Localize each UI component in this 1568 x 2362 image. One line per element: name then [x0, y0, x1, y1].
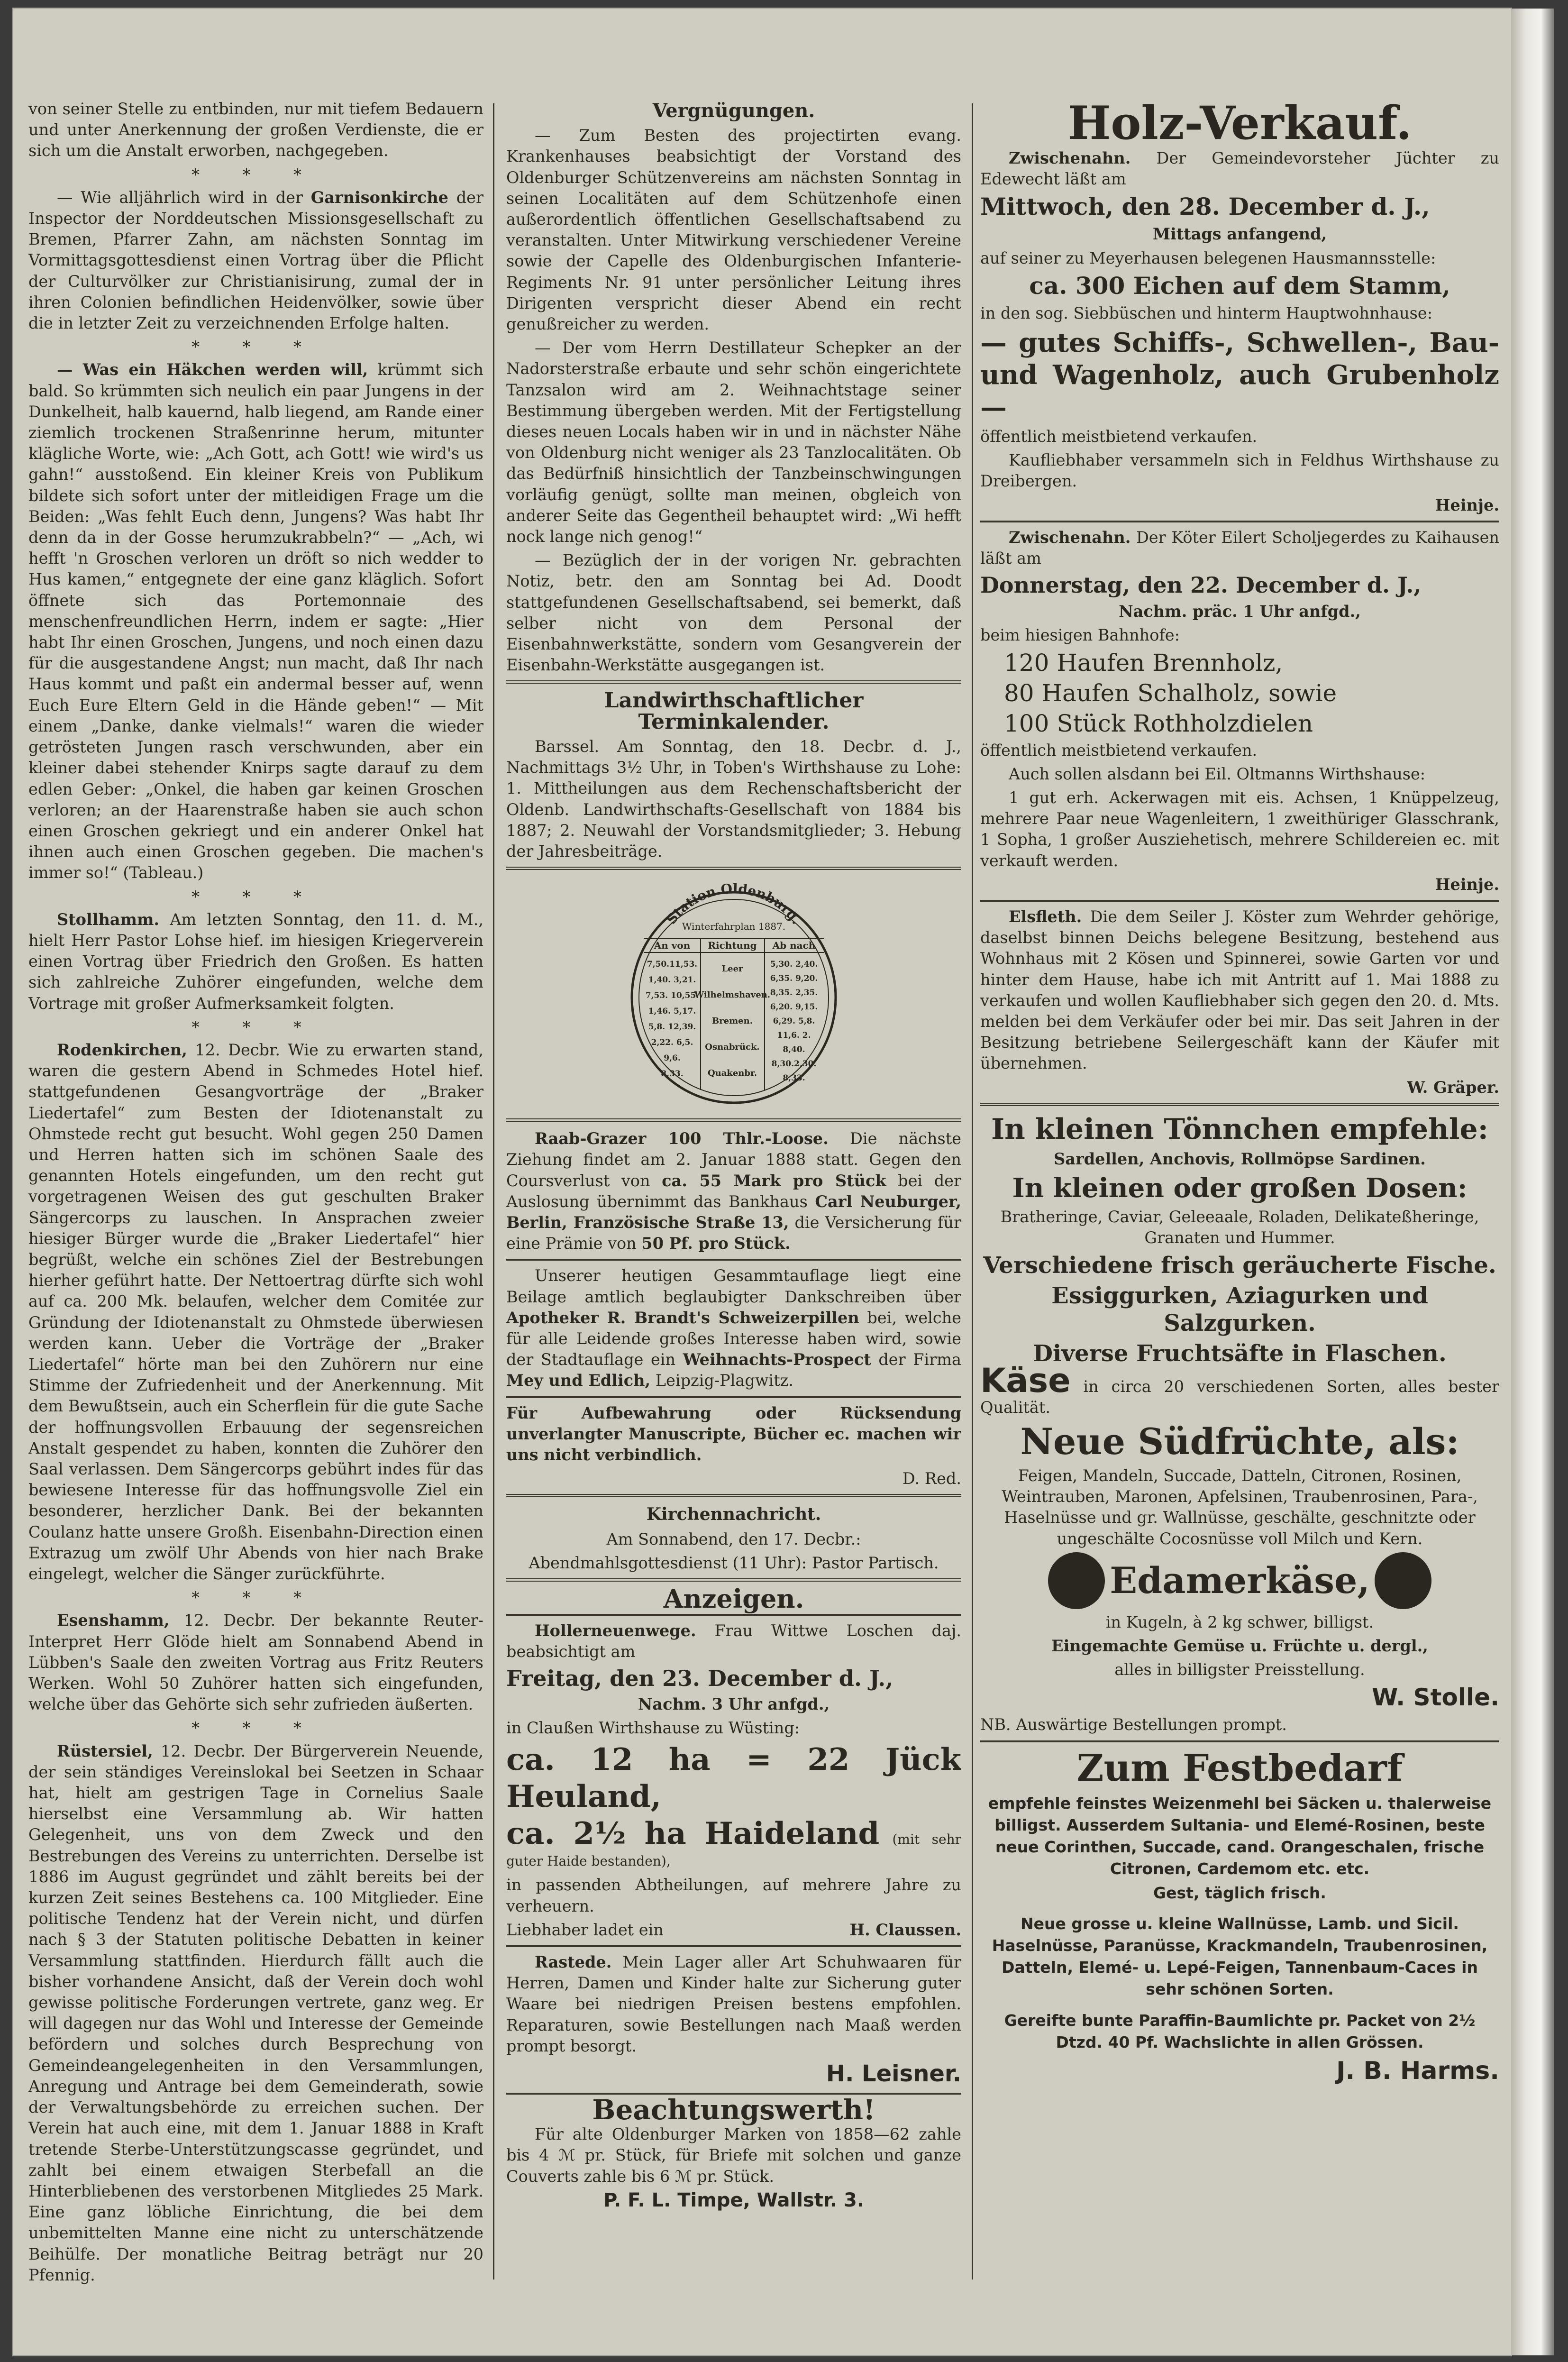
ad-hollerneuenwege-haideland: ca. 2½ ha Haideland (mit sehr guter Haide bestanden),: [506, 1815, 961, 1869]
ad-zwischenahn2-date: Donnerstag, den 22. December d. J.,: [980, 572, 1422, 598]
edamer-cheese-icon: [1048, 1552, 1105, 1609]
ad-holzverkauf-heading: Holz-Verkauf.: [1067, 99, 1412, 150]
ad-zwischenahn2-item-1: 120 Haufen Brennholz,: [1004, 649, 1283, 677]
seal-subtitle: Winterfahrplan 1887.: [682, 921, 786, 933]
ad-stolle-line-5: Eingemachte Gemüse u. Früchte u. dergl.,: [1051, 1636, 1428, 1655]
ad-zwischenahn2-item-3: 100 Stück Rothholzdielen: [1004, 709, 1313, 737]
ad-festbedarf-sign: J. B. Harms.: [1336, 2056, 1499, 2085]
seal-departures: [770, 960, 818, 1083]
seal-title: Station Oldenburg.: [663, 880, 804, 927]
section-heading-vergnuegungen: Vergnügungen.: [652, 100, 815, 122]
ad-stolle-line-6: alles in billigster Preisstellung.: [1114, 1660, 1365, 1679]
ad-stolle-sign: W. Stolle.: [1372, 1684, 1499, 1712]
article-rodenkirchen: Rodenkirchen, 12. Decbr. Wie zu erwarten stand, waren die gestern Abend in Schmedes Hotel hief. stattgefundenen Gesangvorträge der „Braker Liedertafel“ zum Besten der Idiotenanstalt zu Ohmstede recht gut besucht. Wohl gegen 250 Damen und Herren hatten sich im schönen Saale des genannten Hotels eingefunden, um den recht gut vorgetragenen Weisen des gut geschulten Braker Sängercorps zu lauschen. In Ansprachen zweier hiesiger Bürger wurde die „Braker Liedertafel“ hier begrüßt, welche ein schönes Ziel der Bestrebungen hierher geführt hatte. Der Nettoertrag dürfte sich wohl auf ca. 200 Mk. belaufen, welcher dem Comitée zur Gründung der Idiotenanstalt zu Ohmstede überwiesen werden kann. Ueber die Vorträge der „Braker Liedertafel“ hörte man bei den Zuhörern nur eine Stimme der Zufriedenheit und der Anerkennung. Mit dem Bewußtsein, auch ein Scherflein für die gute Sache der hoffnungsvollen Erbauung der segensreichen Anstalt gespendet zu haben, konnten die Zuhörer den Saal verlassen. Dem Sängercorps gebührt indes für das bewiesene Interesse für das hoffnungsvolle Ziel ein besonderer, herzlicher Dank. Bei der bekannten Coulanz hatte unsere Großh. Eisenbahn-Direction einen Extrazug um zwölf Uhr Abends von hier nach Brake eingelegt, welcher die Sänger zurückführte.: [28, 1040, 483, 1584]
notice-beilage: Unserer heutigen Gesammtauflage liegt eine Beilage amtlich beglaubigter Dankschreiben über Apotheker R. Brandt's Schweizerpillen bei, welche für alle Leidende großes Interesse haben wird, sowie der Stadtauflage ein Weihnachts-Prospect der Firma Mey und Edlich, Leipzig-Plagwitz.: [506, 1266, 961, 1390]
notice-signature: D. Red.: [902, 1469, 961, 1488]
article-notiz: — Bezüglich der in der vorigen Nr. gebrachten Notiz, betr. den am Sonntag bei Ad. Doodt stattgefundenen Gesellschaftsabend, sei bemerkt, daß selber nicht von dem Personal der Eisenbahnwerkstätte, sondern vom Gesangverein der Eisenbahn-Werkstätte ausgegangen ist.: [506, 551, 961, 675]
article-garnisonkirche: — Wie alljährlich wird in der Garnisonkirche der Inspector der Norddeutschen Missionsgesellschaft zu Bremen, Pfarrer Zahn, am nächsten Sonntag im Vormittagsgottesdienst einen Vortrag über die Pflicht der Culturvölker zur Christianisirung, zumal der in ihren Colonien befindlichen Heidenvölker, sowie über die in letzter Zeit zu verzeichnenden Erfolge halten.: [28, 188, 483, 333]
ad-zwischenahn2-items: 1 gut erh. Ackerwagen mit eis. Achsen, 1 Knüppelzeug, mehrere Paar neue Wagenleitern, 1 zweithüriger Glasschrank, 1 Sopha, 1 großer Ausziehetisch, mehrere Schildereien ec. mit verkauft werden.: [980, 788, 1499, 870]
seal-destination: Bremen.: [711, 1016, 753, 1026]
ad-zwischenahn2-time: Nachm. präc. 1 Uhr anfgd.,: [1119, 602, 1361, 621]
page-edge: [1511, 9, 1554, 2355]
seal-destination: Quakenbr.: [707, 1068, 757, 1079]
article-haekchen: — Was ein Häkchen werden will, krümmt sich bald. So krümmten sich neulich ein paar Jungens in der Dunkelheit, halb kauernd, halb liegend, am Rande einer ziemlich trockenen Straßenrinne herum, mitunter klägliche Worte, wie: „Ach Gott, ach Gott! wie wird's us gahn!“ ausstoßend. Ein kleiner Kreis von Publikum bildete sich sofort unter der mitleidigen Frage um die Beiden: „Was fehlt Euch denn, Jungens? Was habt Ihr denn da in der Gosse herumzukrabbeln?“ — „Ach, wi hefft 'n Groschen verloren un dröft so nich wedder to Hus kamen,“ entgegnete der eine ganz kläglich. Sofort öffnete sich das Portemonnaie des menschenfreundlichen Herrn, indem er sagte: „Hier habt Ihr einen Groschen, Jungens, und noch einen dazu für die ausgestandene Angst; nun macht, daß Ihr nach Haus kommt und paßt ein andermal besser auf, wenn Euch Eure Eltern Geld in die Hände geben!“ — Mit einem „Danke, danke vielmals!“ waren die wieder getrösteten Jungen rasch verschwunden, aber ein kleiner dabei stehender Knirps sagte darauf zu dem edlen Geber: „Onkel, die haben gar keinen Groschen verloren; an der Haarenstraße haben sie auch schon einen Groschen gekriegt und ein anderer Onkel hat ihnen auch einen Groschen gegeben. Die machen's immer so!“ (Tableau.): [28, 360, 483, 882]
ad-zwischenahn2-sign: Heinje.: [1435, 875, 1499, 894]
separator-stars: * * *: [191, 165, 320, 184]
ad-beachtungswerth-text: Für alte Oldenburger Marken von 1858—62 zahle bis 4 ℳ pr. Stück, für Briefe mit solchen und ganze Couverts zahle bis 6 ℳ pr. Stück.: [506, 2125, 961, 2186]
article-krankenhaus: — Zum Besten des projectirten evang. Krankenhauses beabsichtigt der Vorstand des Oldenburger Schützenvereins am nächsten Sonntag in seinen Localitäten auf dem Schützenhofe einen außerordentlich öffentlichen Gesellschaftsabend zu veranstalten. Unter Mitwirkung verschiedener Vereine sowie der Capelle des Oldenburgischen Infanterie-Regiments Nr. 91 unter persönlicher Leitung ihres Dirigenten verspricht dieser Abend ein recht genußreicher zu werden.: [506, 126, 961, 334]
ad-festbedarf-p2: Gest, täglich frisch.: [1153, 1883, 1326, 1902]
divider: [980, 1740, 1499, 1742]
divider: [980, 1103, 1499, 1108]
divider: [980, 900, 1499, 902]
ad-holz-sorts: — gutes Schiffs-, Schwellen-, Bau- und Wagenholz, auch Grubenholz —: [980, 327, 1499, 423]
seal-departure-time: 6,20. 9,15.: [770, 1002, 818, 1012]
section-heading-kirchennachricht: Kirchennachricht.: [646, 1504, 821, 1525]
kirche-line-1: Am Sonnabend, den 17. Decbr.:: [606, 1529, 861, 1548]
ad-stolle-nb: NB. Auswärtige Bestellungen prompt.: [980, 1715, 1287, 1734]
kirche-line-2: Abendmahlsgottesdienst (11 Uhr): Pastor Partisch.: [529, 1553, 939, 1572]
ad-raab-grazer: Raab-Grazer 100 Thlr.-Loose. Die nächste Ziehung findet am 2. Januar 1888 statt. Gegen den Coursverlust von ca. 55 Mark pro Stück bei der Auslosung übernimmt das Bankhaus Carl Neuburger, Berlin, Französische Straße 13, die Versicherung für eine Prämie von 50 Pf. pro Stück.: [506, 1129, 961, 1253]
seal-arrival-time: 9,6.: [664, 1053, 681, 1063]
article-barssel: Barssel. Am Sonntag, den 18. Decbr. d. J., Nachmittags 3½ Uhr, in Toben's Wirthshause zu Lohe: 1. Mittheilungen aus dem Rechenschaftsbericht der Oldenb. Landwirthschafts-Gesellschaft von 1884 bis 1887; 2. Neuwahl der Vorstandsmitglieder; 3. Hebung der Jahresbeiträge.: [506, 737, 961, 861]
ad-zwischenahn2-item-2: 80 Haufen Schalholz, sowie: [1004, 679, 1337, 707]
divider: [506, 1614, 961, 1616]
separator-stars: * * *: [191, 1588, 320, 1607]
separator-stars: * * *: [191, 1017, 320, 1036]
ad-stolle-line-2: Bratheringe, Caviar, Geleeaale, Roladen, Delikateßheringe, Granaten und Hummer.: [1000, 1208, 1479, 1247]
ad-hollerneuenwege-intro: Hollerneuenwege. Frau Wittwe Loschen daj. beabsichtigt am: [506, 1621, 961, 1661]
seal-departure-time: 6,29. 5,8.: [773, 1016, 815, 1026]
ad-rastede: Rastede. Mein Lager aller Art Schuhwaaren für Herren, Damen und Kinder halte zur Sicherung guter Waare bei niedrigen Preisen bestens empfohlen. Reparaturen, sowie Bestellungen nach Maaß werden prompt besorgt.: [506, 1953, 961, 2055]
column-rule-2: [972, 103, 973, 2280]
ad-stolle-line-4: in Kugeln, à 2 kg schwer, billigst.: [1105, 1612, 1374, 1631]
ad-stolle-line-1: Sardellen, Anchovis, Rollmöpse Sardinen.: [1054, 1149, 1426, 1168]
ad-hollerneuenwege-sign: Liebhaber ladet ein H. Claussen.: [506, 1920, 961, 1939]
ad-holz-intro: Zwischenahn. Der Gemeindevorsteher Jüchter zu Edewecht läßt am: [980, 149, 1499, 189]
seal-col-an: An von: [654, 940, 691, 952]
seal-destination: Osnabrück.: [705, 1042, 760, 1053]
article-intro: von seiner Stelle zu entbinden, nur mit tiefem Bedauern und unter Anerkennung der großen Verdienste, die er sich um die Anstalt erworben, nachgegeben.: [28, 100, 483, 160]
ad-beachtungswerth-sign: P. F. L. Timpe, Wallstr. 3.: [603, 2189, 865, 2211]
column-rule-1: [493, 103, 494, 2280]
seal-departure-time: 8,33.: [783, 1073, 805, 1083]
seal-destination: Wilhelmshaven.: [694, 990, 771, 1000]
ad-hollerneuenwege-time: Nachm. 3 Uhr anfgd.,: [638, 1694, 830, 1713]
seal-departure-time: 6,35. 9,20.: [770, 974, 818, 984]
ad-rastede-sign: H. Leisner.: [826, 2060, 961, 2087]
seal-arrival-time: 5,8. 12,39.: [648, 1022, 696, 1032]
ad-stolle-heading-2: In kleinen oder großen Dosen:: [1012, 1172, 1468, 1204]
seal-destinations: [694, 964, 770, 1078]
ad-hollerneuenwege-rest: in passenden Abtheilungen, auf mehrere Jahre zu verheuern.: [506, 1876, 961, 1915]
seal-departure-time: 8,40.: [783, 1045, 805, 1055]
ad-holz-time: Mittags anfangend,: [1152, 225, 1327, 244]
divider: [506, 867, 961, 872]
seal-arrival-time: 1,46. 5,17.: [648, 1007, 696, 1016]
ad-holz-place2: in den sog. Siebbüschen und hinterm Hauptwohnhause:: [980, 303, 1432, 322]
seal-arrival-time: 2,22. 6,5.: [651, 1038, 693, 1048]
ad-stolle-heading-6: Neue Südfrüchte, als:: [1020, 1420, 1459, 1463]
ad-holz-date: Mittwoch, den 28. December d. J.,: [980, 192, 1430, 221]
divider: [506, 1945, 961, 1947]
ad-festbedarf-p1: empfehle feinstes Weizenmehl bei Säcken u. thalerweise billigst. Ausserdem Sultania- und Elemé-Rosinen, beste neue Corinthen, Succade, cand. Orangeschalen, frische Citronen, Cardemom etc. etc.: [988, 1794, 1492, 1878]
divider: [506, 1118, 961, 1124]
separator-stars: * * *: [191, 338, 320, 357]
seal-arrival-time: 7,53. 10,55.: [645, 991, 699, 1001]
ad-holz-versammlung: Kaufliebhaber versammeln sich in Feldhus Wirthshause zu Dreibergen.: [980, 451, 1499, 491]
ad-hollerneuenwege-date: Freitag, den 23. December d. J.,: [506, 1665, 893, 1691]
seal-arrival-time: 7,50.11,53.: [647, 960, 698, 970]
ad-beachtungswerth-heading: Beachtungswerth!: [592, 2094, 875, 2126]
article-ruestersiel: Rüstersiel, 12. Decbr. Der Bürgerverein Neuende, der sein ständiges Vereinslokal bei Seetzen in Schaar hat, hielt am gestrigen Tage in Cornelius Saale hierselbst eine Versammlung ab. Wir hatten Gelegenheit, uns von dem Zweck und den Bestrebungen des Vereins zu unterrichten. Derselbe ist 1886 im August gegründet und zählt bereits bei der kurzen Zeit seines Bestehens ca. 100 Mitglieder. Eine politische Tendenz hat der Verein nicht, und dürfen nach § 3 der Statuten politische Debatten in keiner Versammlung stattfinden. Hierdurch fällt auch die bisher vorhandene Ansicht, daß der Verein doch wohl gewisse politische Forderungen vertrete, ganz weg. Er will dagegen nur das Wohl und Interesse der Gemeinde befördern und solches durch Besprechung von Gemeindeangelegenheiten in den Versammlungen, Anregung und Antrage bei dem Gemeinderath, sowie der Verwaltungsbehörde zu erreichen suchen. Der Verein hat auch eine, mit dem 1. Januar 1888 in Kraft tretende Sterbe-Unterstützungscasse gegründet, und zahlt bei einem etwaigen Sterbefall an die Hinterbliebenen des verstorbenen Mitgliedes 25 Mark. Eine ganz löbliche Einrichtung, die bei dem unbemittelten Manne eine nicht zu unterschätzende Beihülfe. Der monatliche Beitrag beträgt nur 20 Pfennig.: [28, 1741, 483, 2284]
ad-holz-place: auf seiner zu Meyerhausen belegenen Hausmannsstelle:: [980, 248, 1436, 267]
article-stollhamm: Stollhamm. Am letzten Sonntag, den 11. d. M., hielt Herr Pastor Lohse hief. im hiesigen Kriegerverein einen Vortrag über Friedrich den Großen. Es hatten sich zahlreiche Zuhörer eingefunden, welche dem Vortrage mit großer Aufmerksamkeit folgten.: [28, 910, 483, 1013]
seal-departure-time: 11,6. 2.: [777, 1031, 811, 1041]
section-heading-terminkalender: Landwirthschaftlicher Terminkalender.: [604, 688, 864, 734]
divider: [980, 521, 1499, 522]
divider: [506, 680, 961, 686]
divider: [506, 1494, 961, 1499]
newspaper-page: [13, 9, 1511, 2355]
ad-festbedarf-heading: Zum Festbedarf: [1076, 1746, 1403, 1790]
ad-stolle-kaese: Käse in circa 20 verschiedenen Sorten, alles bester Qualität.: [980, 1361, 1499, 1417]
ad-zwischenahn2-verkauf: öffentlich meistbietend verkaufen.: [980, 741, 1258, 760]
ad-hollerneuenwege-heuland: ca. 12 ha = 22 Jück Heuland,: [506, 1741, 961, 1814]
ad-elsfleth: Elsfleth. Die dem Seiler J. Köster zum Wehrder gehörige, daselbst binnen Deichs belegene Besitzung, bestehend aus Wohnhaus mit 2 Kösen und Spinnerei, sowie Garten vor und hinter dem Hause, habe ich mit Antritt auf 1. Mai 1888 zu verkaufen und wollen Kaufliebhaber sich gegen den 20. d. Mts. melden bei dem Verkäufer oder bei mir. Das seit Jahren in der Besitzung betriebene Seilergeschäft kann der Käufer mit übernehmen.: [980, 907, 1499, 1073]
ad-elsfleth-sign: W. Gräper.: [1407, 1078, 1499, 1097]
ad-stolle-heading-5: Diverse Fruchtsäfte in Flaschen.: [1033, 1340, 1447, 1367]
ad-zwischenahn2-place: beim hiesigen Bahnhofe:: [980, 626, 1180, 645]
divider: [506, 1396, 961, 1398]
ad-holz-verkauf: öffentlich meistbietend verkaufen.: [980, 427, 1258, 446]
seal-departure-time: 8,35. 2,35.: [770, 988, 818, 998]
ad-hollerneuenwege-place: in Claußen Wirthshause zu Wüsting:: [506, 1718, 800, 1737]
article-tanzsalon: — Der vom Herrn Destillateur Schepker an der Nadorsterstraße erbaute und sehr schön eingerichtete Tanzsalon wird am 2. Weihnachtstage seiner Bestimmung übergeben werden. Mit der Fertigstellung dieses neuen Locals haben wir in und in nächster Nähe von Oldenburg nicht weniger als 23 Tanzlocalitäten. Ob das Bedürfniß hinsichtlich der Tanzbeinschwingungen vorläufig genügt, sollte man meinen, obgleich von anderer Seite das Gegentheil behauptet wird: „Wi hefft nock lange nich genog!“: [506, 339, 961, 546]
ad-festbedarf-p3: Neue grosse u. kleine Wallnüsse, Lamb. und Sicil. Haselnüsse, Paranüsse, Krackmandeln, Traubenrosinen, Datteln, Elemé- u. Lepé-Feigen, Tannenbaum-Caces in sehr schönen Sorten.: [992, 1914, 1488, 1998]
station-timetable-seal: [627, 877, 840, 1104]
ad-holz-eichen: ca. 300 Eichen auf dem Stamm,: [1029, 271, 1450, 300]
ad-zwischenahn2-intro: Zwischenahn. Der Köter Eilert Scholjegerdes zu Kaihausen läßt am: [980, 528, 1499, 568]
article-esenshamm: Esenshamm, 12. Decbr. Der bekannte Reuter-Interpret Herr Glöde hielt am Sonnabend Abend in Lübben's Saale den zweiten Vortrag aus Fritz Reuters Werken. Wohl 50 Zuhörer hatten sich eingefunden, welche über das Gehörte sich sehr zufrieden äußerten.: [28, 1611, 483, 1714]
separator-stars: * * *: [191, 887, 320, 906]
divider: [506, 1259, 961, 1261]
edamer-cheese-icon: [1375, 1552, 1431, 1609]
ad-stolle-heading-1: In kleinen Tönnchen empfehle:: [991, 1112, 1488, 1146]
seal-departure-time: 8,30.2,30.: [771, 1059, 817, 1069]
ad-stolle-heading-3: Verschiedene frisch geräucherte Fische.: [983, 1252, 1496, 1279]
seal-col-richtung: Richtung: [708, 940, 757, 952]
seal-destination: Leer: [721, 964, 743, 974]
column-middle: [506, 99, 961, 2327]
ad-stolle-heading-4: Essiggurken, Aziagurken und Salzgurken.: [1051, 1282, 1428, 1337]
column-right: [980, 99, 1499, 2327]
seal-arrival-time: 1,40. 3,21.: [648, 975, 696, 985]
ad-zwischenahn2-also: Auch sollen alsdann bei Eil. Oltmanns Wirthshause:: [1009, 764, 1426, 783]
section-heading-anzeigen: Anzeigen.: [663, 1583, 804, 1614]
separator-stars: * * *: [191, 1719, 320, 1738]
seal-arrival-time: 8,33.: [661, 1069, 684, 1079]
notice-manuscripts: Für Aufbewahrung oder Rücksendung unverlangter Manuscripte, Bücher ec. machen wir uns nicht verbindlich.: [506, 1403, 961, 1464]
column-left: [28, 99, 483, 2327]
ad-stolle-edamer: Edamerkäse,: [980, 1552, 1499, 1609]
seal-departure-time: 5,30. 2,40.: [770, 960, 818, 970]
divider: [506, 1578, 961, 1584]
ad-festbedarf-p4: Gereifte bunte Paraffin-Baumlichte pr. Packet von 2½ Dtzd. 40 Pf. Wachslichte in allen Grössen.: [1004, 2011, 1476, 2051]
seal-col-ab: Ab nach: [772, 940, 816, 952]
timetable-seal-area: [506, 877, 961, 1114]
ad-stolle-line-3: Feigen, Mandeln, Succade, Datteln, Citronen, Rosinen, Weintrauben, Maronen, Apfelsinen, Traubenrosinen, Para-, Haselnüsse und gr. Wallnüsse, geschälte, geschnitzte oder ungeschälte Cocosnüsse voll Milch und Kern.: [1002, 1466, 1478, 1548]
ad-holz-sign: Heinje.: [1435, 495, 1499, 514]
